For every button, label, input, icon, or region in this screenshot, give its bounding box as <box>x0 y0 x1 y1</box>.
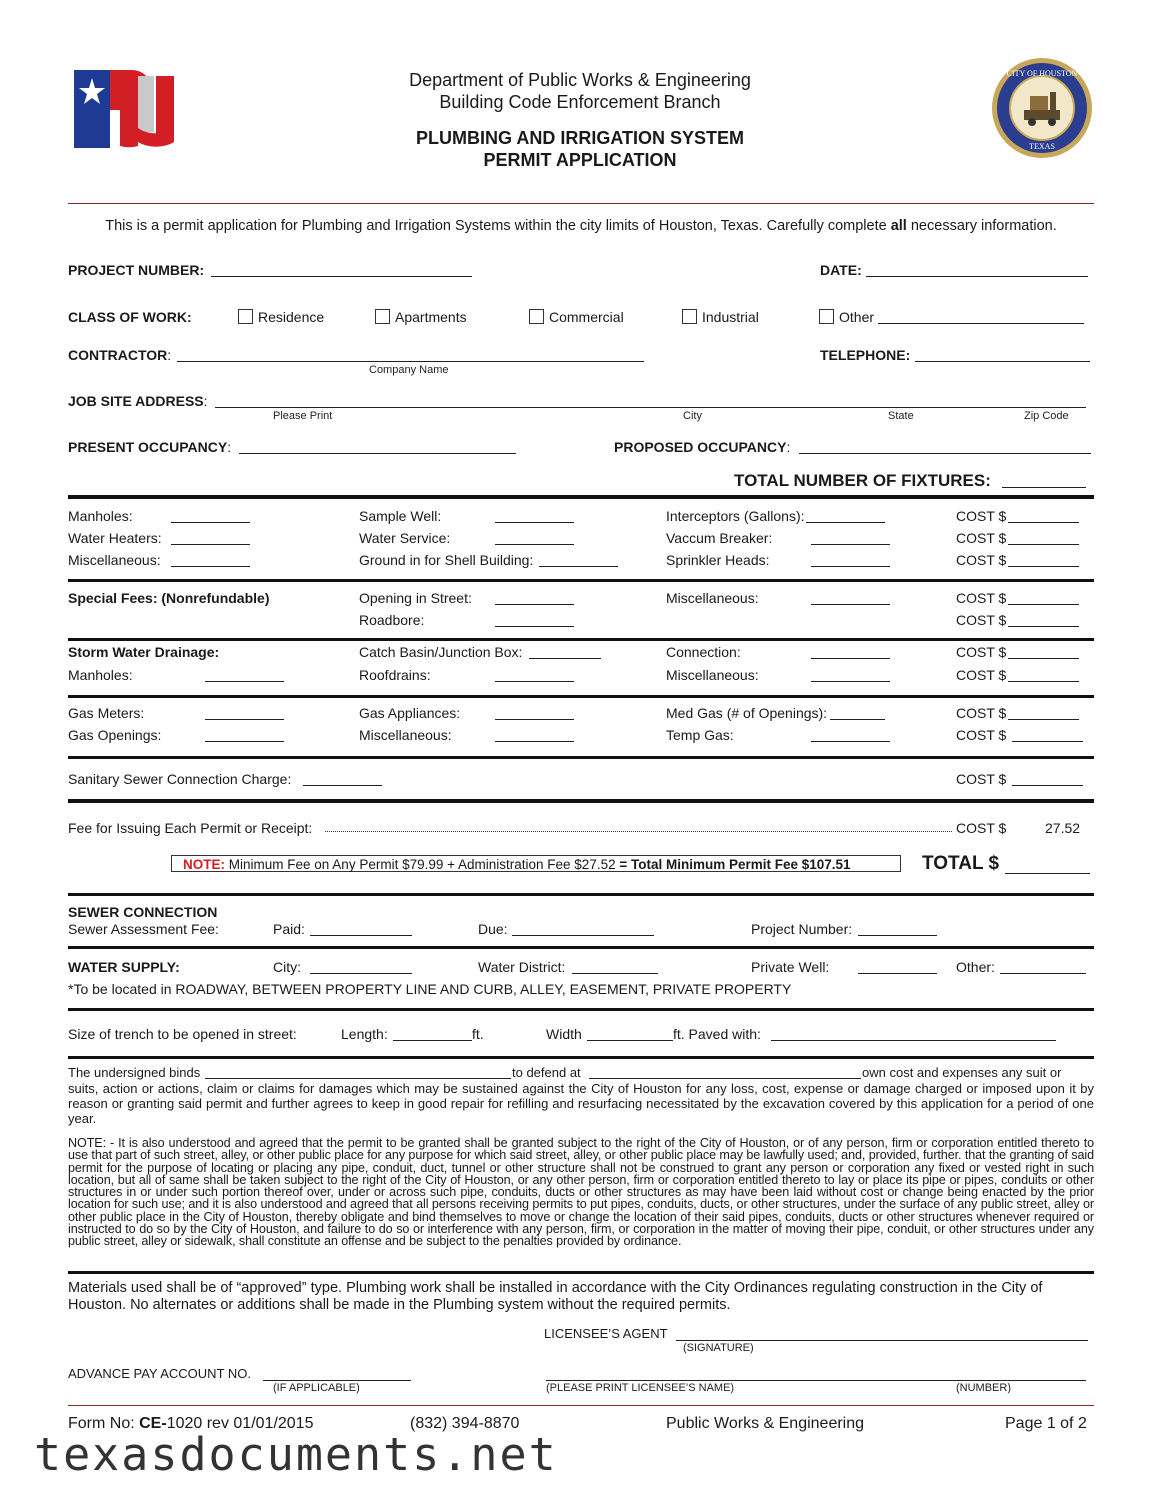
vacuum-label: Vaccum Breaker: <box>666 530 773 546</box>
total-label: TOTAL $ <box>922 853 1000 874</box>
gas-openings-field[interactable] <box>205 729 284 742</box>
binds-text: The undersigned binds <box>68 1065 201 1080</box>
trench-length-label: Length: <box>341 1026 388 1042</box>
job-site-label: JOB SITE ADDRESS <box>68 393 204 409</box>
section-rule <box>68 799 1094 803</box>
class-of-work-label: CLASS OF WORK: <box>68 309 192 325</box>
agent-signature-field[interactable] <box>676 1328 1088 1341</box>
section-rule <box>68 695 1094 698</box>
sample-well-field[interactable] <box>495 510 574 523</box>
trench-width-field[interactable] <box>587 1028 673 1041</box>
special-misc-field[interactable] <box>811 592 890 605</box>
water-city-field[interactable] <box>310 961 412 974</box>
agent-label: LICENSEE’S AGENT <box>544 1326 668 1341</box>
gas-appliances-label: Gas Appliances: <box>359 705 461 721</box>
storm-misc-label: Miscellaneous: <box>666 667 759 683</box>
sewer-due-label: Due: <box>478 921 508 937</box>
total-fixtures-label: TOTAL NUMBER OF FIXTURES: <box>734 471 991 490</box>
materials-paragraph: Materials used shall be of “approved” type. Plumbing work shall be installed in accordance with the City Ordinances regulating construction in the City of Houston. No alternates or additions shall be made in the Plumbing system without the required permits. <box>68 1280 1043 1313</box>
class-apartments[interactable]: Apartments <box>375 309 467 325</box>
project-number-field[interactable] <box>211 264 472 277</box>
water-other-field[interactable] <box>1000 961 1086 974</box>
interceptors-field[interactable] <box>806 510 885 523</box>
header-divider <box>68 203 1094 204</box>
opening-street-label: Opening in Street: <box>359 590 472 606</box>
total-fixtures-field[interactable] <box>1002 475 1086 488</box>
page-number: Page 1 of 2 <box>1005 1415 1087 1432</box>
cost-field[interactable] <box>1008 592 1079 605</box>
storm-manholes-field[interactable] <box>205 669 284 682</box>
catch-basin-label: Catch Basin/Junction Box: <box>359 644 523 660</box>
form-title-1: PLUMBING AND IRRIGATION SYSTEM <box>416 128 744 148</box>
contractor-field[interactable] <box>177 349 644 362</box>
cost-label: COST $ <box>956 727 1007 743</box>
watermark-text: texasdocuments.net <box>34 1428 558 1481</box>
roofdrains-label: Roofdrains: <box>359 667 431 683</box>
branch-name: Building Code Enforcement Branch <box>439 92 721 112</box>
section-rule <box>68 1271 1094 1274</box>
water-heaters-label: Water Heaters: <box>68 530 162 546</box>
water-title: WATER SUPPLY: <box>68 959 180 975</box>
class-other[interactable]: Other <box>819 309 874 325</box>
cost-label: COST $ <box>956 644 1007 660</box>
state-caption: State <box>888 410 914 422</box>
misc-field[interactable] <box>171 554 250 567</box>
checkbox-icon[interactable] <box>375 309 390 324</box>
water-service-field[interactable] <box>495 532 574 545</box>
defend-text: to defend at <box>512 1065 581 1080</box>
roofdrains-field[interactable] <box>495 669 574 682</box>
seal-bottom-text: TEXAS <box>1029 142 1055 151</box>
med-gas-field[interactable] <box>830 707 885 720</box>
cost-field[interactable] <box>1012 773 1083 786</box>
sewer-paid-field[interactable] <box>310 923 412 936</box>
cost-label: COST $ <box>956 771 1007 787</box>
city-seal-icon <box>990 56 1094 160</box>
vacuum-field[interactable] <box>811 532 890 545</box>
cost-field[interactable] <box>1008 707 1079 720</box>
form-number: Form No: CE-1020 rev 01/01/2015 <box>68 1415 314 1432</box>
sewer-title: SEWER CONNECTION <box>68 904 218 920</box>
city-caption: City <box>683 410 702 422</box>
section-rule <box>68 946 1094 949</box>
sewer-project-field[interactable] <box>858 923 937 936</box>
gas-meters-field[interactable] <box>205 707 284 720</box>
cost-field[interactable] <box>1008 669 1079 682</box>
gas-meters-label: Gas Meters: <box>68 705 145 721</box>
paved-with-field[interactable] <box>771 1028 1056 1041</box>
temp-gas-field[interactable] <box>811 729 890 742</box>
water-district-field[interactable] <box>572 961 658 974</box>
own-cost-text: own cost and expenses any suit or <box>862 1065 1062 1080</box>
gas-misc-field[interactable] <box>495 729 574 742</box>
total-field[interactable] <box>1005 860 1090 874</box>
section-rule <box>68 579 1094 582</box>
gas-appliances-field[interactable] <box>495 707 574 720</box>
section-rule <box>68 495 1094 499</box>
job-site-field[interactable] <box>215 395 1086 408</box>
form-title-2: PERMIT APPLICATION <box>483 150 677 170</box>
cost-field[interactable] <box>1008 510 1079 523</box>
sanitary-label: Sanitary Sewer Connection Charge: <box>68 771 292 787</box>
telephone-field[interactable] <box>915 349 1090 362</box>
sewer-assessment-label: Sewer Assessment Fee: <box>68 921 219 937</box>
cost-label: COST $ <box>956 705 1007 721</box>
class-other-field[interactable] <box>878 311 1084 324</box>
class-industrial[interactable]: Industrial <box>682 309 759 325</box>
sewer-project-label: Project Number: <box>751 921 853 937</box>
dot-leader <box>325 831 952 832</box>
footer-divider <box>68 1405 1094 1406</box>
cost-label: COST $ <box>956 667 1007 683</box>
sewer-paid-label: Paid: <box>273 921 305 937</box>
company-name-caption: Company Name <box>369 364 449 376</box>
footer-phone: (832) 394-8870 <box>410 1415 520 1432</box>
roadbore-label: Roadbore: <box>359 612 425 628</box>
minimum-fee-note: NOTE: Minimum Fee on Any Permit $79.99 + Administration Fee $27.52 = Total Minimum Permit Fee $107.51 <box>171 855 901 872</box>
section-rule <box>68 1008 1094 1011</box>
manholes-label: Manholes: <box>68 508 133 524</box>
connection-field[interactable] <box>811 646 890 659</box>
catch-basin-field[interactable] <box>529 646 601 659</box>
checkbox-icon[interactable] <box>238 309 253 324</box>
advance-pay-label: ADVANCE PAY ACCOUNT NO. <box>68 1366 252 1381</box>
cost-field[interactable] <box>1008 646 1079 659</box>
cost-label: COST $ <box>956 612 1007 628</box>
gas-openings-label: Gas Openings: <box>68 727 162 743</box>
print-name-caption: (PLEASE PRINT LICENSEE’S NAME) <box>546 1382 735 1394</box>
class-residence[interactable]: Residence <box>238 309 324 325</box>
number-caption: (NUMBER) <box>956 1382 1011 1394</box>
seal-top-text: CITY OF HOUSTON <box>1006 69 1078 78</box>
ground-in-label: Ground in for Shell Building: <box>359 552 534 568</box>
section-rule <box>68 638 1094 641</box>
present-occupancy-label: PRESENT OCCUPANCY <box>68 439 228 455</box>
cost-label: COST $ <box>956 590 1007 606</box>
storm-label: Storm Water Drainage: <box>68 644 220 660</box>
private-well-label: Private Well: <box>751 959 830 975</box>
issuing-amount: 27.52 <box>1045 820 1081 836</box>
gas-misc-label: Miscellaneous: <box>359 727 452 743</box>
cost-label: COST $ <box>956 552 1007 568</box>
trench-ft-label: ft. <box>472 1026 484 1042</box>
water-service-label: Water Service: <box>359 530 451 546</box>
sample-well-label: Sample Well: <box>359 508 442 524</box>
date-label: DATE: <box>820 262 862 278</box>
dept-name: Department of Public Works & Engineering <box>409 70 751 90</box>
issuing-label: Fee for Issuing Each Permit or Receipt: <box>68 820 313 836</box>
opening-street-field[interactable] <box>495 592 574 605</box>
project-number-label: PROJECT NUMBER: <box>68 262 205 278</box>
sprinkler-field[interactable] <box>811 554 890 567</box>
contractor-label: CONTRACTOR <box>68 347 168 363</box>
water-location-note: *To be located in ROADWAY, BETWEEN PROPERTY LINE AND CURB, ALLEY, EASEMENT, PRIVATE PROPERTY <box>68 981 792 997</box>
liability-paragraph: suits, action or actions, claim or claims for damages which may be sustained against the City of Houston for any loss, cost, expense or damage charged or imposed upon it by reason or granting said permit and further agrees to keep in good repair for refilling and resurfacing necessitated by the excavation covered by this application for a period of one year. <box>68 1081 1094 1126</box>
checkbox-icon[interactable] <box>819 309 834 324</box>
trench-label: Size of trench to be opened in street: <box>68 1026 297 1042</box>
special-fees-label: Special Fees: (Nonrefundable) <box>68 590 270 606</box>
zip-caption: Zip Code <box>1024 410 1069 422</box>
water-heaters-field[interactable] <box>171 532 250 545</box>
cost-field[interactable] <box>1008 532 1079 545</box>
ground-in-field[interactable] <box>539 554 618 567</box>
cost-field[interactable] <box>1008 554 1079 567</box>
misc-label: Miscellaneous: <box>68 552 161 568</box>
cost-label: COST $ <box>956 820 1007 836</box>
note-paragraph: NOTE: - It is also understood and agreed that the permit to be granted shall be granted subject to the right of the City of Houston, or of any person, firm or corporation entitled thereto to use that part of such street, alley, or other public place for any purpose for which said street, alley, or other public place may be lawfully used; and, provided, further. that the granting of said permit for the purpose of locating or placing any pipe, conduit, duct, tunnel or other structure shall not be construed to grant any person or corporation any fixed or vested right in such location, but all of same shall be taken subject to the right of the City of Houston, or any other person, firm or corporation entitled thereto to lay or place its pipe or pipes, conduits or other structures in or under such portion thereof over, under or across such pipe, conduits, ducts or other structures as may have been laid without cost or change being enacted by the prior location for such use; and it is also understood and agreed that all persons receiving permits to put pipes, conduits, ducts, or other structures, under the surface of any public street, alley or other public place in the City of Houston, thereby obligate and bind themselves to move or change the location of their said pipes, conduits, ducts or other structures whenever required or instructed to do so by the City of Houston, and failure to do so or interference with any person, firm, or corporation in the matter of moving their pipe, conduit, or other structures under any public street, alley or sidewalk, shall constitute an offense and be subject to the penalties provided by ordinance. <box>68 1136 1094 1249</box>
licensee-name-field[interactable] <box>546 1368 1086 1381</box>
sewer-due-field[interactable] <box>512 923 654 936</box>
checkbox-icon[interactable] <box>682 309 697 324</box>
sanitary-field[interactable] <box>303 773 382 786</box>
manholes-field[interactable] <box>171 510 250 523</box>
connection-label: Connection: <box>666 644 741 660</box>
signature-caption: (SIGNATURE) <box>683 1342 754 1354</box>
water-other-label: Other: <box>956 959 995 975</box>
section-rule <box>68 1056 1094 1059</box>
storm-misc-field[interactable] <box>811 669 890 682</box>
please-print-caption: Please Print <box>273 410 333 422</box>
pw-logo <box>72 68 192 152</box>
storm-manholes-label: Manholes: <box>68 667 133 683</box>
date-field[interactable] <box>866 264 1088 277</box>
trench-length-field[interactable] <box>393 1028 472 1041</box>
private-well-field[interactable] <box>858 961 937 974</box>
paved-with-label: ft. Paved with: <box>673 1026 761 1042</box>
interceptors-label: Interceptors (Gallons): <box>666 508 805 524</box>
cost-label: COST $ <box>956 530 1007 546</box>
footer-dept: Public Works & Engineering <box>666 1415 865 1432</box>
temp-gas-label: Temp Gas: <box>666 727 734 743</box>
water-city-label: City: <box>273 959 301 975</box>
roadbore-field[interactable] <box>495 614 574 627</box>
defend-field[interactable] <box>589 1066 861 1079</box>
proposed-occupancy-field[interactable] <box>799 441 1091 454</box>
cost-field[interactable] <box>1012 729 1083 742</box>
telephone-label: TELEPHONE: <box>820 347 911 363</box>
med-gas-label: Med Gas (# of Openings): <box>666 705 828 721</box>
cost-label: COST $ <box>956 508 1007 524</box>
proposed-occupancy-label: PROPOSED OCCUPANCY <box>614 439 787 455</box>
cost-field[interactable] <box>1008 614 1079 627</box>
trench-width-label: Width <box>546 1026 582 1042</box>
sprinkler-label: Sprinkler Heads: <box>666 552 770 568</box>
present-occupancy-field[interactable] <box>239 441 516 454</box>
binds-field[interactable] <box>205 1066 511 1079</box>
checkbox-icon[interactable] <box>529 309 544 324</box>
section-rule <box>68 756 1094 759</box>
advance-pay-field[interactable] <box>263 1368 411 1381</box>
special-misc-label: Miscellaneous: <box>666 590 759 606</box>
if-applicable-caption: (IF APPLICABLE) <box>273 1382 360 1394</box>
class-commercial[interactable]: Commercial <box>529 309 624 325</box>
section-rule <box>68 893 1094 896</box>
intro-text: This is a permit application for Plumbing and Irrigation Systems within the city limits of Houston, Texas. Carefully complete all necessary information. <box>105 218 1057 234</box>
water-district-label: Water District: <box>478 959 566 975</box>
